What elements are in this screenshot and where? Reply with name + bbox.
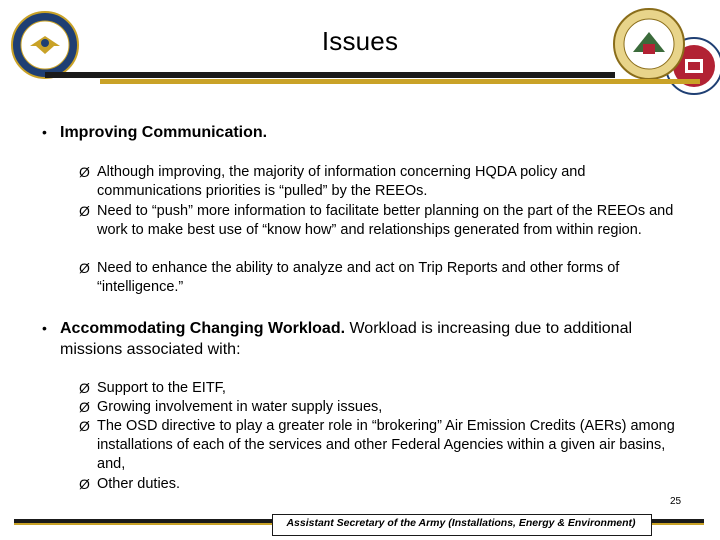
bullet-icon: • [42,320,47,336]
slide-title: Issues [321,26,399,56]
section2-item-3: Ø The OSD directive to play a greater role in “brokering” Air Emission Credits (AERs) among installations of each of the services and other Federal Agencies within a given air basins, and, [79,418,675,472]
page-number: 25 [670,496,682,507]
section1-item-3: Ø Need to enhance the ability to analyze and act on Trip Reports and other forms of “intelligence.” [79,260,620,295]
section1-heading: • Improving Communication. [42,124,268,141]
section2-item-1: Ø Support to the EITF, [79,380,226,396]
section2-heading: • Accommodating Changing Workload. Workload is increasing due to additional missions associated with: [42,320,633,358]
header-rule-dark [45,72,615,78]
arrow-bullet-icon: Ø [79,399,90,415]
arrow-bullet-icon: Ø [79,203,90,219]
arrow-bullet-icon: Ø [79,164,90,180]
header-rule-gold [100,79,700,84]
section1-item-2: Ø Need to “push” more information to facilitate better planning on the part of the REEOs and work to make best use of “know how” and relationships generated from within region. [79,203,674,238]
arrow-bullet-icon: Ø [79,418,90,434]
footer-text: Assistant Secretary of the Army (Installations, Energy & Environment) [286,517,636,529]
arrow-bullet-icon: Ø [79,260,90,276]
section2-item-2: Ø Growing involvement in water supply issues, [79,399,383,415]
bullet-icon: • [42,124,47,140]
arrow-bullet-icon: Ø [79,380,90,396]
section1-item-1: Ø Although improving, the majority of information concerning HQDA policy and communications priorities is “pulled” by the REEOs. [79,164,586,199]
section2-item-4: Ø Other duties. [79,476,181,492]
arrow-bullet-icon: Ø [79,476,90,492]
